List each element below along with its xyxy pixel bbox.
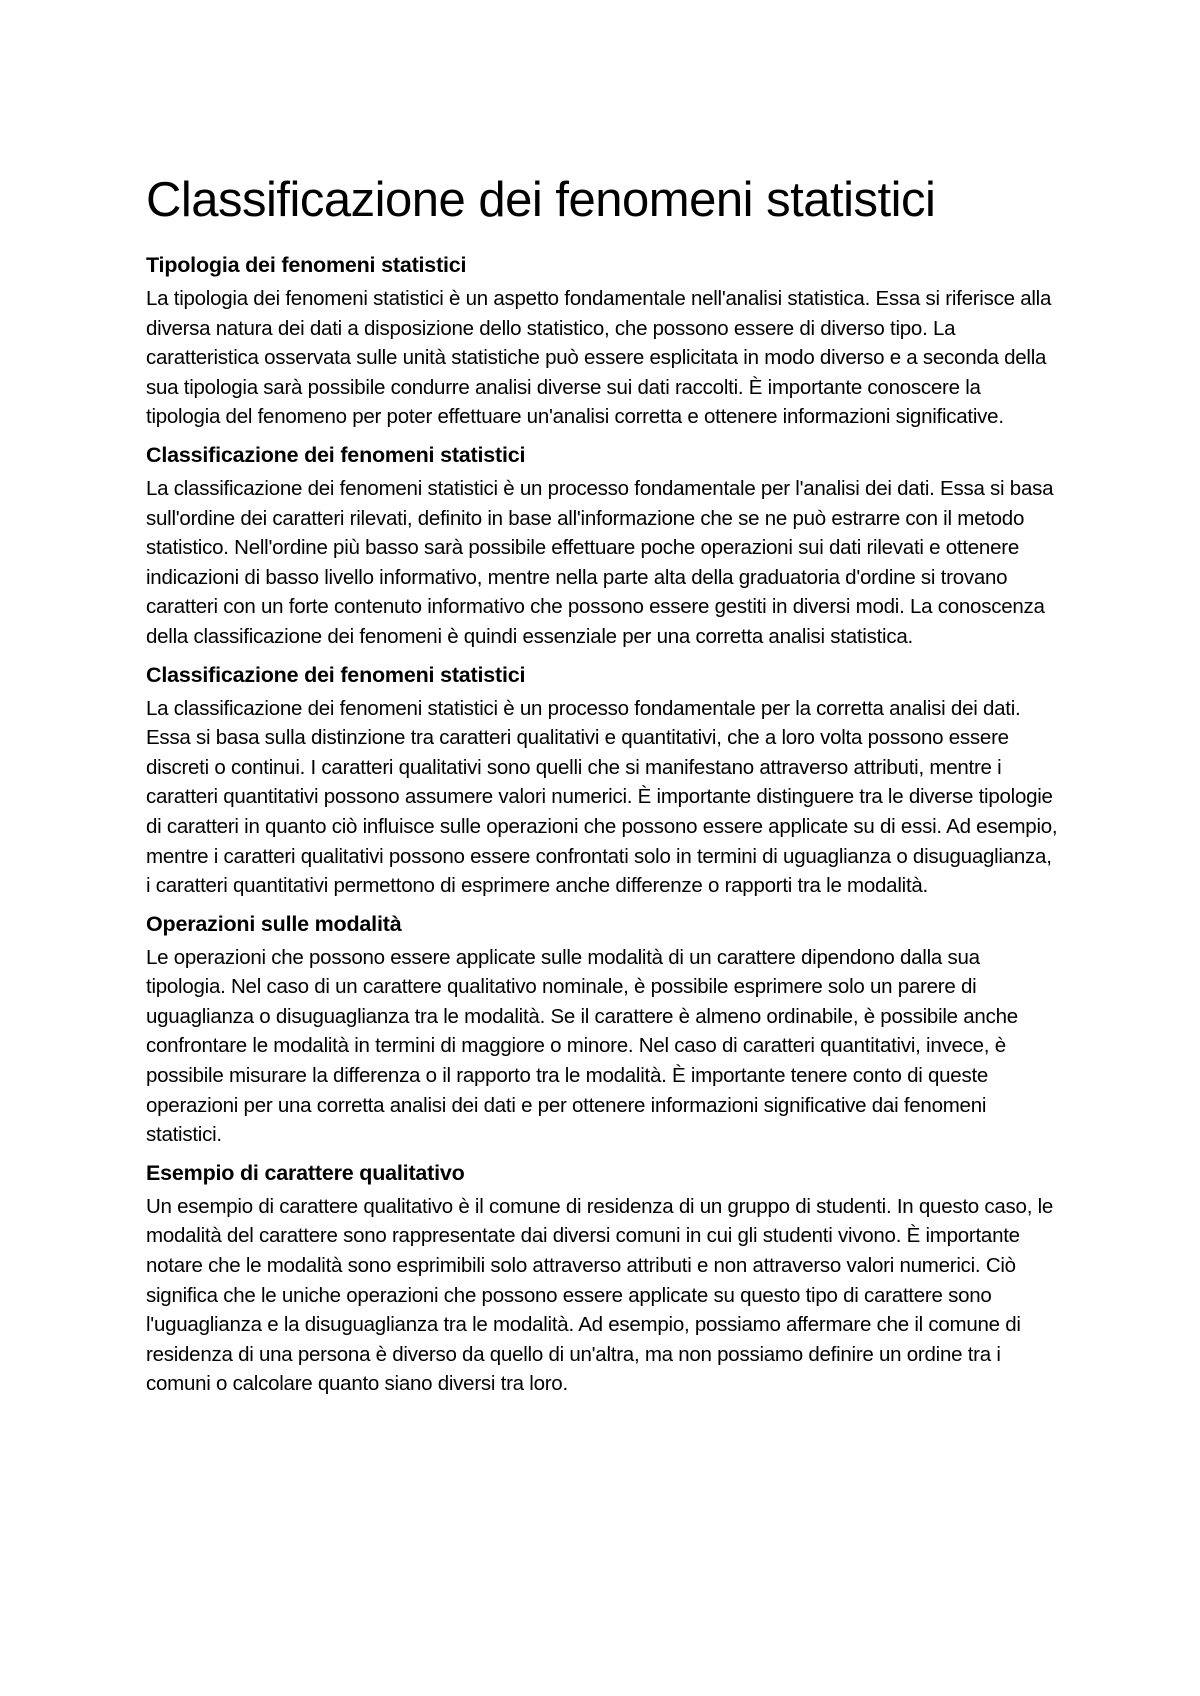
section-esempio [146, 1158, 1058, 1399]
section-paragraph: La classificazione dei fenomeni statistici è un processo fondamentale per la corretta analisi dei dati. Essa si basa sulla distinzione tra caratteri qualitativi e quantitativi, che a loro volta possono essere discreti o continui. I caratteri qualitativi sono quelli che si manifestano attraverso attributi, mentre i caratteri quantitativi possono assumere valori numerici. È importante distinguere tra le diverse tipologie di caratteri in quanto ciò influisce sulle operazioni che possono essere applicate su di essi. Ad esempio, mentre i caratteri qualitativi possono essere confrontati solo in termini di uguaglianza o disuguaglianza, i caratteri quantitativi permettono di esprimere anche differenze o rapporti tra le modalità. [146, 696, 1058, 898]
section-paragraph: Le operazioni che possono essere applicate sulle modalità di un carattere dipendono dalla sua tipologia. Nel caso di un carattere qualitativo nominale, è possibile esprimere solo un parere di uguaglianza o disuguaglianza tra le modalità. Se il carattere è almeno ordinabile, è possibile anche confrontare le modalità in termini di maggiore o minore. Nel caso di caratteri quantitativi, invece, è possibile misurare la differenza o il rapporto tra le modalità. È importante tenere conto di queste operazioni per una corretta analisi dei dati e per ottenere informazioni significative dai fenomeni statistici. [146, 945, 1018, 1147]
section-heading: Classificazione dei fenomeni statistici [146, 662, 526, 687]
section-paragraph: La classificazione dei fenomeni statistici è un processo fondamentale per l'analisi dei dati. Essa si basa sull'ordine dei caratteri rilevati, definito in base all'informazione che se ne può estrarre con il metodo statistico. Nell'ordine più basso sarà possibile effettuare poche operazioni sui dati rilevati e ottenere indicazioni di basso livello informativo, mentre nella parte alta della graduatoria d'ordine si trovano caratteri con un forte contenuto informativo che possono essere gestiti in diversi modi. La conoscenza della classificazione dei fenomeni è quindi essenziale per una corretta analisi statistica. [146, 476, 1054, 648]
section-paragraph: Un esempio di carattere qualitativo è il comune di residenza di un gruppo di studenti. In questo caso, le modalità del carattere sono rappresentate dai diversi comuni in cui gli studenti vivono. È importante notare che le modalità sono esprimibili solo attraverso attributi e non attraverso valori numerici. Ciò significa che le uniche operazioni che possono essere applicate su questo tipo di carattere sono l'uguaglianza e la disuguaglianza tra le modalità. Ad esempio, possiamo affermare che il comune di residenza di una persona è diverso da quello di un'altra, ma non possiamo definire un ordine tra i comuni o calcolare quanto siano diversi tra loro. [146, 1194, 1054, 1396]
section-classificazione-1 [146, 440, 1058, 652]
section-heading: Esempio di carattere qualitativo [146, 1160, 465, 1185]
document-title: Classificazione dei fenomeni statistici [146, 173, 936, 227]
document-page [146, 170, 1058, 1407]
section-heading: Operazioni sulle modalità [146, 911, 402, 936]
section-operazioni [146, 909, 1058, 1150]
section-paragraph: La tipologia dei fenomeni statistici è un aspetto fondamentale nell'analisi statistica. Essa si riferisce alla diversa natura dei dati a disposizione dello statistico, che possono essere di diverso tipo. La caratteristica osservata sulle unità statistiche può essere esplicitata in modo diverso e a seconda della sua tipologia sarà possibile condurre analisi diverse sui dati raccolti. È importante conoscere la tipologia del fenomeno per poter effettuare un'analisi corretta e ottenere informazioni significative. [146, 287, 1052, 429]
section-tipologia [146, 250, 1058, 432]
section-classificazione-2 [146, 660, 1058, 901]
section-heading: Tipologia dei fenomeni statistici [146, 253, 467, 277]
section-heading: Classificazione dei fenomeni statistici [146, 442, 526, 467]
